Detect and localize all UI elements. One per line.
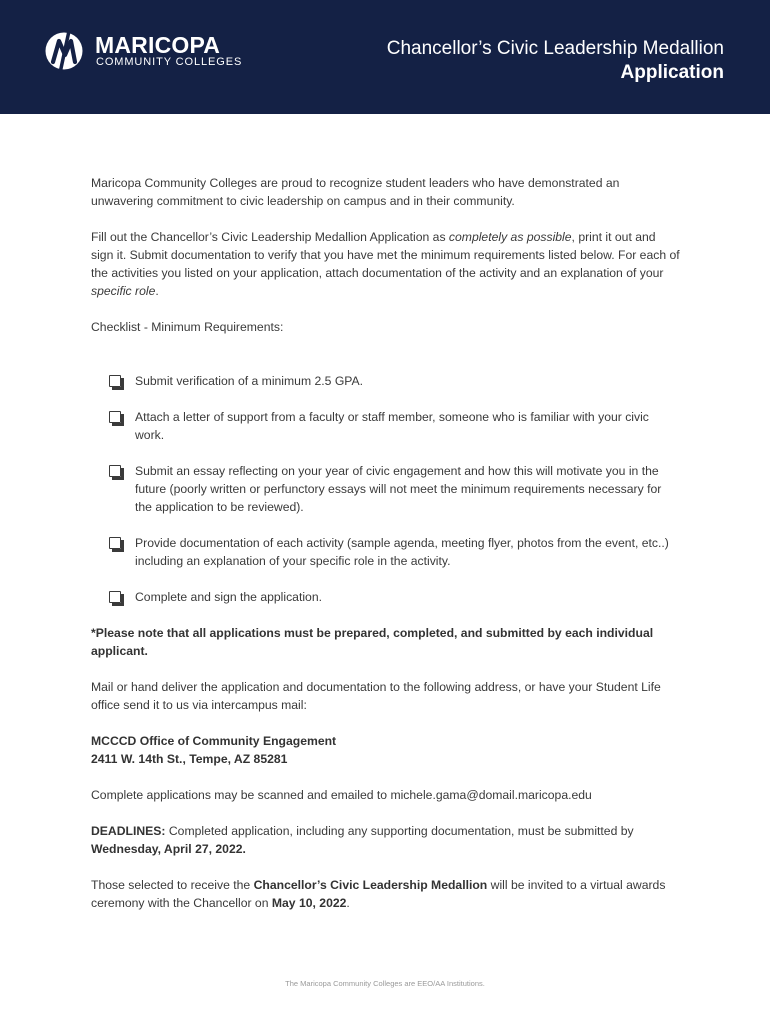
- deadline-text: Completed application, including any supporting documentation, must be submitted by: [165, 824, 634, 838]
- checklist-item-text: Attach a letter of support from a faculty or staff member, someone who is familiar with your civic work.: [135, 410, 649, 442]
- footer-notice: The Maricopa Community Colleges are EEO/AA Institutions.: [285, 979, 485, 988]
- delivery-paragraph: Mail or hand deliver the application and documentation to the following address, or have your Student Life office send it to us via intercampus mail:: [91, 680, 661, 712]
- instructions-text-1: Fill out the Chancellor’s Civic Leadership Medallion Application as: [91, 230, 449, 244]
- document-title: [387, 36, 724, 85]
- deadline-label: DEADLINES:: [91, 824, 166, 838]
- ceremony-text-1: Those selected to receive the: [91, 878, 254, 892]
- instructions-emphasis-2: specific role: [91, 284, 156, 298]
- checklist-item: [91, 372, 681, 390]
- checklist-item: [91, 462, 681, 516]
- applicant-note: [91, 624, 681, 660]
- maricopa-logo-icon: [44, 29, 84, 73]
- ceremony-paragraph: [91, 876, 681, 912]
- intro-paragraph: Maricopa Community Colleges are proud to recognize student leaders who have demonstrated an unwavering commitment to civic leadership on campus and in their community.: [91, 176, 620, 208]
- ceremony-award-name: Chancellor’s Civic Leadership Medallion: [253, 878, 488, 892]
- applicant-note-text: *Please note that all applications must be prepared, completed, and submitted by each individual applicant.: [91, 626, 654, 658]
- checklist-item-text: Provide documentation of each activity (sample agenda, meeting flyer, photos from the event, etc..) including an explanation of your specific role in the activity.: [135, 536, 669, 568]
- deadline-date: Wednesday, April 27, 2022.: [91, 842, 246, 856]
- document-body: [91, 174, 681, 930]
- document-title-line1: Chancellor’s Civic Leadership Medallion: [386, 38, 724, 59]
- checklist-item: [91, 534, 681, 570]
- logo-name: MARICOPA: [95, 32, 221, 58]
- checklist-item: [91, 408, 681, 444]
- checkbox-icon[interactable]: [109, 375, 121, 387]
- checklist-item: [91, 588, 681, 606]
- instructions-emphasis-1: completely as possible: [448, 230, 572, 244]
- checklist-heading: Checklist - Minimum Requirements:: [91, 320, 284, 334]
- document-title-line2: Application: [620, 62, 724, 83]
- checklist: [91, 372, 681, 606]
- ceremony-text-2: will be invited to a virtual awards ceremony with the Chancellor on: [91, 878, 666, 910]
- checkbox-icon[interactable]: [109, 411, 121, 423]
- address-line-1: MCCCD Office of Community Engagement: [91, 734, 337, 748]
- instructions-text-3: .: [155, 284, 159, 298]
- address-line-2: 2411 W. 14th St., Tempe, AZ 85281: [91, 752, 288, 766]
- instructions-text-2: , print it out and sign it. Submit documentation to verify that you have met the minimum requirements listed below. For each of the activities you listed on your application, attach documentation of the activity and an explanation of your: [91, 230, 680, 280]
- checkbox-icon[interactable]: [109, 465, 121, 477]
- page-header: [0, 0, 770, 114]
- ceremony-text-3: .: [346, 896, 350, 910]
- ceremony-date: May 10, 2022: [271, 896, 347, 910]
- logo-subtitle: COMMUNITY COLLEGES: [96, 56, 243, 68]
- checkbox-icon[interactable]: [109, 591, 121, 603]
- mailing-address: [91, 732, 681, 768]
- deadline-paragraph: [91, 822, 681, 858]
- instructions-paragraph: [91, 228, 681, 300]
- checklist-item-text: Complete and sign the application.: [135, 590, 322, 604]
- checkbox-icon[interactable]: [109, 537, 121, 549]
- maricopa-logo[interactable]: [44, 29, 243, 75]
- checklist-item-text: Submit an essay reflecting on your year of civic engagement and how this will motivate you in the future (poorly written or perfunctory essays will not meet the minimum requirements necessary for the application to be reviewed).: [135, 464, 662, 514]
- email-paragraph: Complete applications may be scanned and emailed to michele.gama@domail.maricopa.edu: [91, 788, 592, 802]
- checklist-item-text: Submit verification of a minimum 2.5 GPA.: [135, 374, 364, 388]
